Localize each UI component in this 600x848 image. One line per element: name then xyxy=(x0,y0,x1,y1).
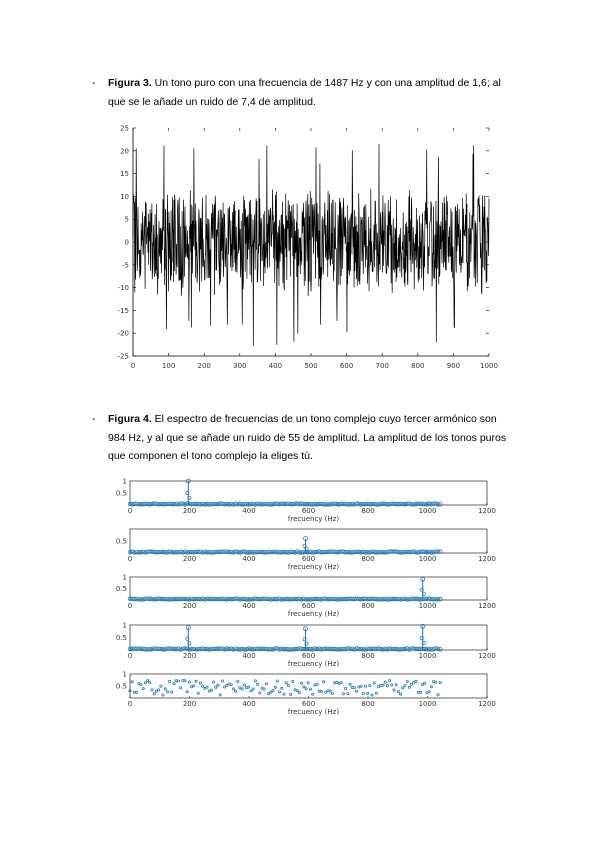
x-tick-label: 800 xyxy=(361,700,375,708)
data-marker xyxy=(265,683,267,685)
data-marker xyxy=(364,685,366,687)
data-marker xyxy=(353,687,355,689)
x-tick-label: 600 xyxy=(301,555,316,563)
x-tick-label: 0 xyxy=(127,652,133,660)
spectrum-panel xyxy=(116,574,496,619)
data-marker xyxy=(367,692,369,694)
y-tick-label: 10 xyxy=(120,192,129,201)
y-tick-label: 0.5 xyxy=(115,537,127,546)
x-tick-label: 1200 xyxy=(478,555,496,563)
x-axis-label: frecuency (Hz) xyxy=(287,563,340,571)
data-marker xyxy=(439,681,441,683)
data-marker xyxy=(268,693,270,695)
data-marker xyxy=(290,693,292,695)
figure-4-description: El espectro de frecuencias de un tono complejo cuyo tercer armónico son 984 Hz, y al que se añade un ruido de 55 de amplitud. La amplitud de los tonos puros que componen el tono complejo la eliges tú. xyxy=(108,413,507,462)
x-tick-label: 1000 xyxy=(418,507,437,515)
x-tick-label: 600 xyxy=(339,362,354,370)
x-axis-label: frecuency (Hz) xyxy=(287,708,340,716)
y-tick-label: 1 xyxy=(122,670,127,679)
x-tick-label: 1200 xyxy=(478,602,496,610)
data-marker xyxy=(248,686,250,688)
data-marker xyxy=(179,648,183,652)
data-marker xyxy=(279,691,281,693)
data-marker xyxy=(177,680,179,682)
data-marker xyxy=(199,682,201,684)
y-tick-label: 25 xyxy=(120,124,129,133)
data-marker xyxy=(281,687,283,689)
data-marker xyxy=(224,686,226,688)
data-marker xyxy=(438,503,442,507)
x-tick-label: 1000 xyxy=(418,700,437,708)
data-marker xyxy=(296,690,298,692)
data-marker xyxy=(136,691,138,693)
data-marker xyxy=(186,691,188,693)
data-marker xyxy=(202,685,204,687)
data-marker xyxy=(151,689,153,691)
data-marker xyxy=(419,691,421,693)
data-marker xyxy=(164,688,166,690)
data-marker xyxy=(147,680,149,682)
x-tick-label: 800 xyxy=(361,555,375,563)
data-marker xyxy=(274,686,276,688)
data-marker xyxy=(309,688,311,690)
data-marker xyxy=(271,648,275,652)
data-marker xyxy=(252,688,254,690)
y-tick-label: 0.5 xyxy=(115,634,127,642)
data-marker xyxy=(360,685,362,687)
data-marker xyxy=(386,685,388,687)
x-tick-label: 0 xyxy=(127,555,133,563)
data-marker xyxy=(140,684,142,686)
x-tick-label: 100 xyxy=(161,362,176,370)
data-marker xyxy=(213,681,215,683)
data-marker xyxy=(235,690,237,692)
data-marker xyxy=(340,682,342,684)
data-marker xyxy=(195,680,197,682)
figure-4-label: Figura 4. xyxy=(108,413,152,425)
panel-frame xyxy=(130,674,487,698)
data-marker xyxy=(171,691,173,693)
x-tick-label: 600 xyxy=(301,700,316,708)
data-marker xyxy=(259,692,261,694)
data-marker xyxy=(160,685,162,687)
x-tick-label: 400 xyxy=(242,652,256,660)
data-marker xyxy=(362,692,364,694)
spectrum-panel xyxy=(116,671,496,717)
data-marker xyxy=(408,686,410,688)
data-marker xyxy=(250,690,252,692)
data-marker xyxy=(356,690,358,692)
data-marker xyxy=(163,648,167,652)
y-tick-label: 0 xyxy=(124,238,129,247)
x-tick-label: 1200 xyxy=(478,652,496,660)
data-marker xyxy=(371,694,373,696)
data-marker xyxy=(206,686,208,688)
y-tick-label: 0.5 xyxy=(115,682,127,691)
x-tick-label: 300 xyxy=(233,362,247,370)
x-axis-label: frecuency (Hz) xyxy=(287,515,340,523)
data-marker xyxy=(342,693,344,695)
data-marker xyxy=(382,684,384,686)
data-marker xyxy=(232,688,234,690)
data-marker xyxy=(411,683,413,685)
data-marker xyxy=(353,648,357,652)
data-marker xyxy=(353,503,357,507)
x-tick-label: 400 xyxy=(242,507,256,515)
data-marker xyxy=(430,686,432,688)
x-tick-label: 0 xyxy=(127,507,133,515)
spectrum-panel xyxy=(116,529,496,571)
data-marker xyxy=(285,682,287,684)
panel-frame xyxy=(130,481,487,505)
data-marker xyxy=(230,684,232,686)
data-marker xyxy=(389,680,391,682)
data-marker xyxy=(184,680,186,682)
data-marker xyxy=(437,694,439,696)
x-tick-label: 200 xyxy=(182,507,197,515)
y-tick-label: -20 xyxy=(117,329,129,338)
data-marker xyxy=(173,683,175,685)
data-marker xyxy=(226,684,228,686)
data-marker xyxy=(203,598,207,602)
data-marker xyxy=(166,551,170,555)
y-tick-label: 0.5 xyxy=(115,585,127,593)
data-marker xyxy=(349,683,351,685)
data-marker xyxy=(415,680,417,682)
y-tick-label: -25 xyxy=(117,352,129,361)
data-marker xyxy=(257,683,259,685)
x-tick-label: 700 xyxy=(375,362,389,370)
data-marker xyxy=(402,687,404,689)
data-marker xyxy=(438,648,442,652)
data-marker xyxy=(395,684,397,686)
bullet-dash: - xyxy=(92,413,96,425)
x-tick-label: 800 xyxy=(411,362,425,370)
figure-3-description: Un tono puro con una frecuencia de 1487 Hz y con una amplitud de 1,6; al que se le añade un ruido de 7,4 de amplitud. xyxy=(108,77,501,108)
data-marker xyxy=(386,648,390,652)
x-tick-label: 1000 xyxy=(480,362,498,370)
data-marker xyxy=(301,682,303,684)
data-marker xyxy=(263,688,265,690)
data-marker xyxy=(217,684,219,686)
data-marker xyxy=(316,683,318,685)
data-marker xyxy=(397,690,399,692)
x-tick-label: 200 xyxy=(182,700,197,708)
data-marker xyxy=(237,680,239,682)
x-tick-label: 0 xyxy=(130,362,136,370)
data-marker xyxy=(144,682,146,684)
data-marker xyxy=(303,686,305,688)
data-marker xyxy=(142,688,144,690)
data-marker xyxy=(158,689,160,691)
data-marker xyxy=(232,551,236,555)
data-marker xyxy=(391,684,393,686)
data-marker xyxy=(323,681,325,683)
x-tick-label: 1000 xyxy=(418,555,437,563)
data-marker xyxy=(408,648,412,652)
data-marker xyxy=(400,693,402,695)
data-marker xyxy=(188,681,190,683)
data-marker xyxy=(307,682,309,684)
data-marker xyxy=(144,551,148,555)
data-marker xyxy=(276,680,278,682)
data-marker xyxy=(197,692,199,694)
data-marker xyxy=(272,690,274,692)
x-tick-label: 400 xyxy=(242,700,256,708)
data-marker xyxy=(270,691,272,693)
y-tick-label: 1 xyxy=(122,621,127,630)
data-marker xyxy=(331,692,333,694)
data-marker xyxy=(305,688,307,690)
data-marker xyxy=(384,681,386,683)
data-marker xyxy=(369,684,371,686)
panel-frame xyxy=(130,529,487,553)
data-marker xyxy=(292,680,294,682)
spectrum-panel xyxy=(116,478,496,524)
data-marker xyxy=(162,694,164,696)
x-axis-label: frecuency (Hz) xyxy=(287,610,340,618)
data-marker xyxy=(373,682,375,684)
data-marker xyxy=(375,692,377,694)
data-marker xyxy=(254,680,256,682)
data-marker xyxy=(406,680,408,682)
x-tick-label: 600 xyxy=(301,602,316,610)
x-tick-label: 800 xyxy=(361,507,375,515)
data-marker xyxy=(169,680,171,682)
x-tick-label: 200 xyxy=(182,555,197,563)
data-marker xyxy=(180,687,182,689)
y-tick-label: -15 xyxy=(117,306,129,315)
data-marker xyxy=(287,684,289,686)
data-marker xyxy=(393,689,395,691)
x-tick-label: 200 xyxy=(182,652,197,660)
y-tick-label: 0.5 xyxy=(115,489,127,498)
spectrum-panel xyxy=(116,622,496,669)
x-tick-label: 600 xyxy=(301,507,316,515)
x-tick-label: 1200 xyxy=(478,700,496,708)
data-marker xyxy=(166,691,168,693)
data-marker xyxy=(221,680,223,682)
x-axis-label: frecuency (Hz) xyxy=(287,660,340,668)
data-marker xyxy=(153,693,155,695)
data-marker xyxy=(425,503,429,507)
data-marker xyxy=(219,694,221,696)
data-marker xyxy=(193,685,195,687)
x-tick-label: 600 xyxy=(301,652,316,660)
x-tick-label: 900 xyxy=(446,362,461,370)
data-marker xyxy=(293,551,297,555)
y-tick-label: 20 xyxy=(120,147,129,156)
data-marker xyxy=(378,686,380,688)
x-tick-label: 400 xyxy=(268,362,283,370)
x-tick-label: 1200 xyxy=(478,507,496,515)
y-tick-label: 15 xyxy=(120,170,129,179)
data-marker xyxy=(241,688,243,690)
y-tick-label: -5 xyxy=(122,261,129,270)
x-tick-label: 400 xyxy=(242,602,256,610)
data-marker xyxy=(312,693,314,695)
data-marker xyxy=(210,689,212,691)
data-marker xyxy=(345,687,347,689)
panel-frame xyxy=(130,577,487,600)
x-tick-label: 1000 xyxy=(418,602,437,610)
panel-frame xyxy=(130,625,487,650)
data-marker xyxy=(149,682,151,684)
x-tick-label: 800 xyxy=(361,602,375,610)
data-marker xyxy=(311,648,315,652)
x-tick-label: 0 xyxy=(127,602,133,610)
y-tick-label: 1 xyxy=(122,573,127,582)
data-marker xyxy=(422,683,424,685)
x-tick-label: 800 xyxy=(361,652,375,660)
data-marker xyxy=(215,686,217,688)
x-tick-label: 0 xyxy=(127,700,133,708)
figure-3-label: Figura 3. xyxy=(108,77,152,89)
data-marker xyxy=(435,681,437,683)
y-tick-label: 5 xyxy=(124,215,129,224)
y-tick-label: 1 xyxy=(122,477,127,486)
x-tick-label: 500 xyxy=(304,362,318,370)
data-marker xyxy=(404,684,406,686)
data-marker xyxy=(347,693,349,695)
data-marker xyxy=(131,681,133,683)
x-tick-label: 400 xyxy=(242,555,256,563)
data-marker xyxy=(325,691,327,693)
data-marker xyxy=(243,684,245,686)
x-tick-label: 1000 xyxy=(418,652,437,660)
data-marker xyxy=(204,687,206,689)
data-marker xyxy=(320,690,322,692)
bullet-dash: - xyxy=(92,77,96,89)
data-marker xyxy=(183,503,187,507)
x-tick-label: 200 xyxy=(197,362,211,370)
data-marker xyxy=(298,691,300,693)
data-marker xyxy=(329,690,331,692)
y-tick-label: -10 xyxy=(117,284,129,293)
data-marker xyxy=(283,693,285,695)
x-tick-label: 200 xyxy=(182,602,197,610)
data-marker xyxy=(428,691,430,693)
data-marker xyxy=(424,682,426,684)
